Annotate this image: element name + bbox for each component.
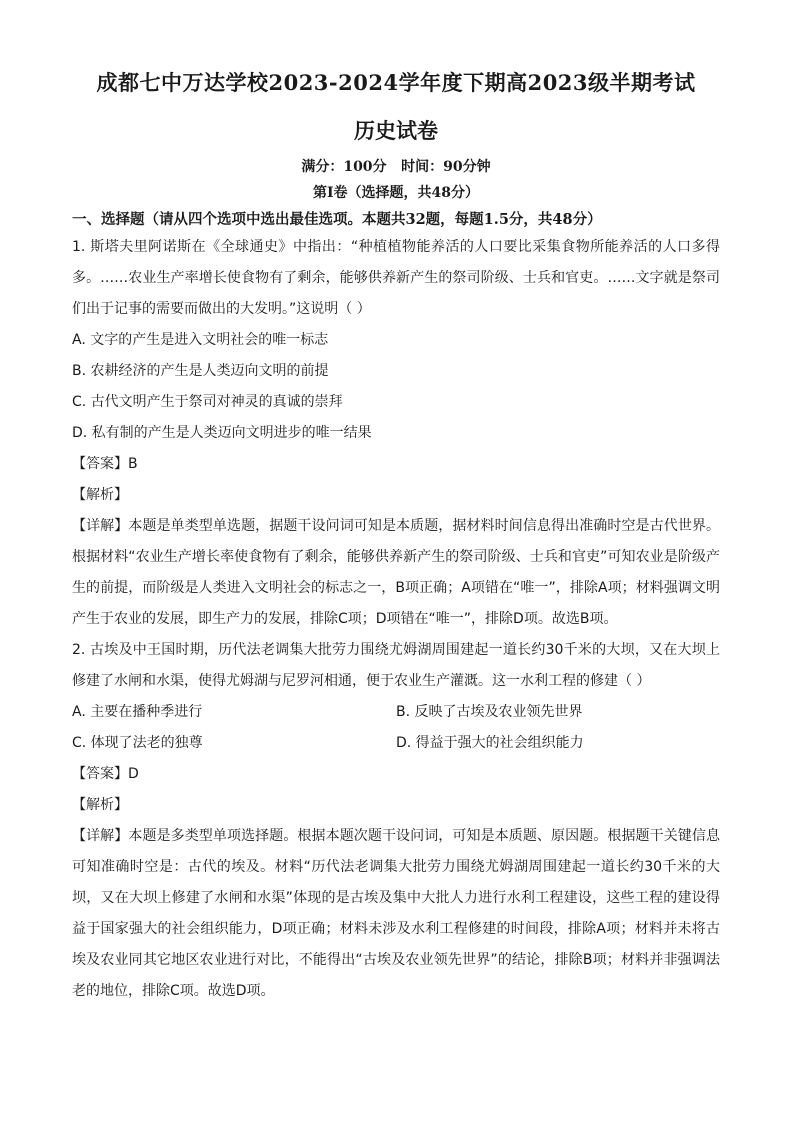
detail-explanation: 【详解】本题是多类型单项选择题。根据本题次题干设问词，可知是本质题、原因题。根据题干关键信息可知准确时空是：古代的埃及。材料“历代法老调集大批劳力围绕尤姆湖周围建起一道长约30千米的大坝，又在大坝上修建了水闸和水渠”体现的是古埃及集中大批人力进行水利工程建设，这些工程的建设得益于国家强大的社会组织能力，D项正确；材料未涉及水利工程修建的时间段，排除A项；材料并未将古埃及农业同其它地区农业进行对比，不能得出“古埃及农业领先世界”的结论，排除B项；材料并非强调法老的地位，排除C项。故选D项。 bbox=[72, 828, 720, 999]
option-b: B. 农耕经济的产生是人类迈向文明的前提 bbox=[72, 363, 329, 379]
detail-explanation: 【详解】本题是单类型单选题，据题干设问词可知是本质题，据材料时间信息得出准确时空是古代世界。根据材料“农业生产增长率使食物有了剩余，能够供养新产生的祭司阶级、士兵和官吏”可知农业是阶级产生的前提，而阶级是人类进入文明社会的标志之一，B项正确；A项错在“唯一”，排除A项；材料强调文明产生于农业的发展，即生产力的发展，排除C项；D项错在“唯一”，排除D项。故选B项。 bbox=[72, 518, 720, 627]
option-a: A. 主要在播种季进行 bbox=[72, 704, 203, 720]
question-stem: 2. 古埃及中王国时期，历代法老调集大批劳力围绕尤姆湖周围建起一道长约30千米的大坝，又在大坝上修建了水闸和水渠，使得尤姆湖与尼罗河相通，便于农业生产灌溉。这一水利工程的修建（ ） bbox=[72, 642, 720, 689]
option-d: D. 私有制的产生是人类迈向文明进步的唯一结果 bbox=[72, 425, 372, 441]
section-heading: 一、选择题（请从四个选项中选出最佳选项。本题共32题，每题1.5分，共48分） bbox=[72, 211, 602, 228]
option-c: C. 体现了法老的独尊 bbox=[72, 735, 203, 751]
question-stem: 1. 斯塔夫里阿诺斯在《全球通史》中指出：“种植植物能养活的人口要比采集食物所能养活的人口多得多。……农业生产率增长使食物有了剩余，能够供养新产生的祭司阶级、士兵和官吏。……文字就是祭司们出于记事的需要而做出的大发明。”这说明（ ） bbox=[72, 239, 720, 317]
option-c: C. 古代文明产生于祭司对神灵的真诚的崇拜 bbox=[72, 394, 343, 410]
volume-heading: 第Ⅰ卷（选择题，共48分） bbox=[312, 185, 480, 201]
option-b: B. 反映了古埃及农业领先世界 bbox=[396, 704, 583, 720]
answer-label: 【答案】B bbox=[72, 456, 138, 472]
question-1 bbox=[72, 232, 720, 635]
analysis-label: 【解析】 bbox=[72, 487, 128, 503]
option-a: A. 文字的产生是进入文明社会的唯一标志 bbox=[72, 332, 329, 348]
option-row bbox=[72, 697, 720, 728]
option-d: D. 得益于强大的社会组织能力 bbox=[396, 735, 584, 751]
analysis-label: 【解析】 bbox=[72, 797, 128, 813]
option-row bbox=[72, 728, 720, 759]
answer-label: 【答案】D bbox=[72, 766, 139, 782]
question-2 bbox=[72, 635, 720, 1007]
exam-subtitle: 历史试卷 bbox=[354, 118, 438, 143]
exam-meta: 满分：100分 时间：90分钟 bbox=[301, 159, 491, 175]
exam-title: 成都七中万达学校2023-2024学年度下期高2023级半期考试 bbox=[96, 70, 696, 95]
